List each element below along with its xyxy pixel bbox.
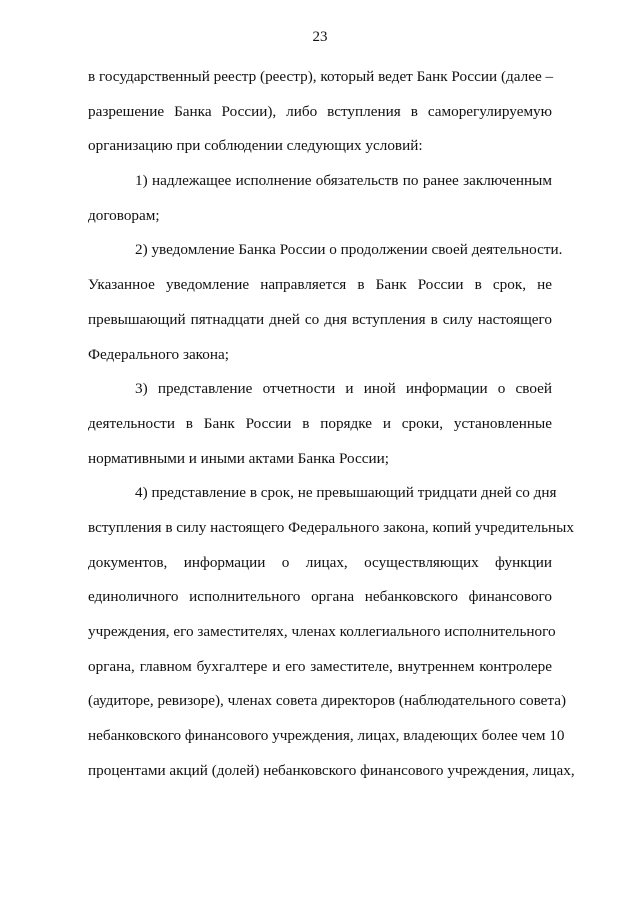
text-line: деятельности в Банк России в порядке и сроки, установленные bbox=[88, 414, 552, 432]
text-line: небанковского финансового учреждения, лицах, владеющих более чем 10 bbox=[88, 727, 565, 745]
page-number: 23 bbox=[312, 29, 328, 45]
text-line: единоличного исполнительного органа небанковского финансового bbox=[88, 588, 552, 606]
paragraph bbox=[88, 168, 552, 237]
text-line: 3) представление отчетности и иной информации о своей bbox=[135, 380, 552, 398]
text-line: документов, информации о лицах, осуществляющих функции bbox=[88, 553, 552, 571]
text-line: 1) надлежащее исполнение обязательств по ранее заключенным bbox=[135, 172, 552, 190]
text-line: процентами акций (долей) небанковского финансового учреждения, лицах, bbox=[88, 761, 575, 779]
text-line: превышающий пятнадцати дней со дня вступления в силу настоящего bbox=[88, 310, 552, 328]
text-line: учреждения, его заместителях, членах коллегиального исполнительного bbox=[88, 623, 556, 640]
text-line: Федерального закона; bbox=[88, 345, 229, 363]
text-line: (аудиторе, ревизоре), членах совета директоров (наблюдательного совета) bbox=[88, 692, 567, 710]
text-line: 2) уведомление Банка России о продолжении своей деятельности. bbox=[135, 241, 563, 259]
paragraph bbox=[88, 64, 552, 168]
text-line: органа, главном бухгалтере и его заместителе, внутреннем контролере bbox=[88, 657, 552, 675]
text-line: в государственный реестр (реестр), который ведет Банк России (далее – bbox=[88, 68, 554, 85]
text-line: 4) представление в срок, не превышающий тридцати дней со дня bbox=[135, 484, 557, 502]
paragraph bbox=[88, 376, 552, 480]
text-line: организацию при соблюдении следующих условий: bbox=[88, 137, 423, 155]
text-line: вступления в силу настоящего Федерального закона, копий учредительных bbox=[88, 518, 574, 536]
text-line: Указанное уведомление направляется в Банк России в срок, не bbox=[88, 276, 552, 294]
paragraph bbox=[88, 480, 575, 792]
text-line: договорам; bbox=[88, 206, 160, 224]
document-body bbox=[88, 64, 575, 792]
paragraph bbox=[88, 237, 563, 376]
text-line: нормативными и иными актами Банка России; bbox=[88, 449, 389, 467]
text-line: разрешение Банка России), либо вступления в саморегулируемую bbox=[88, 102, 552, 120]
